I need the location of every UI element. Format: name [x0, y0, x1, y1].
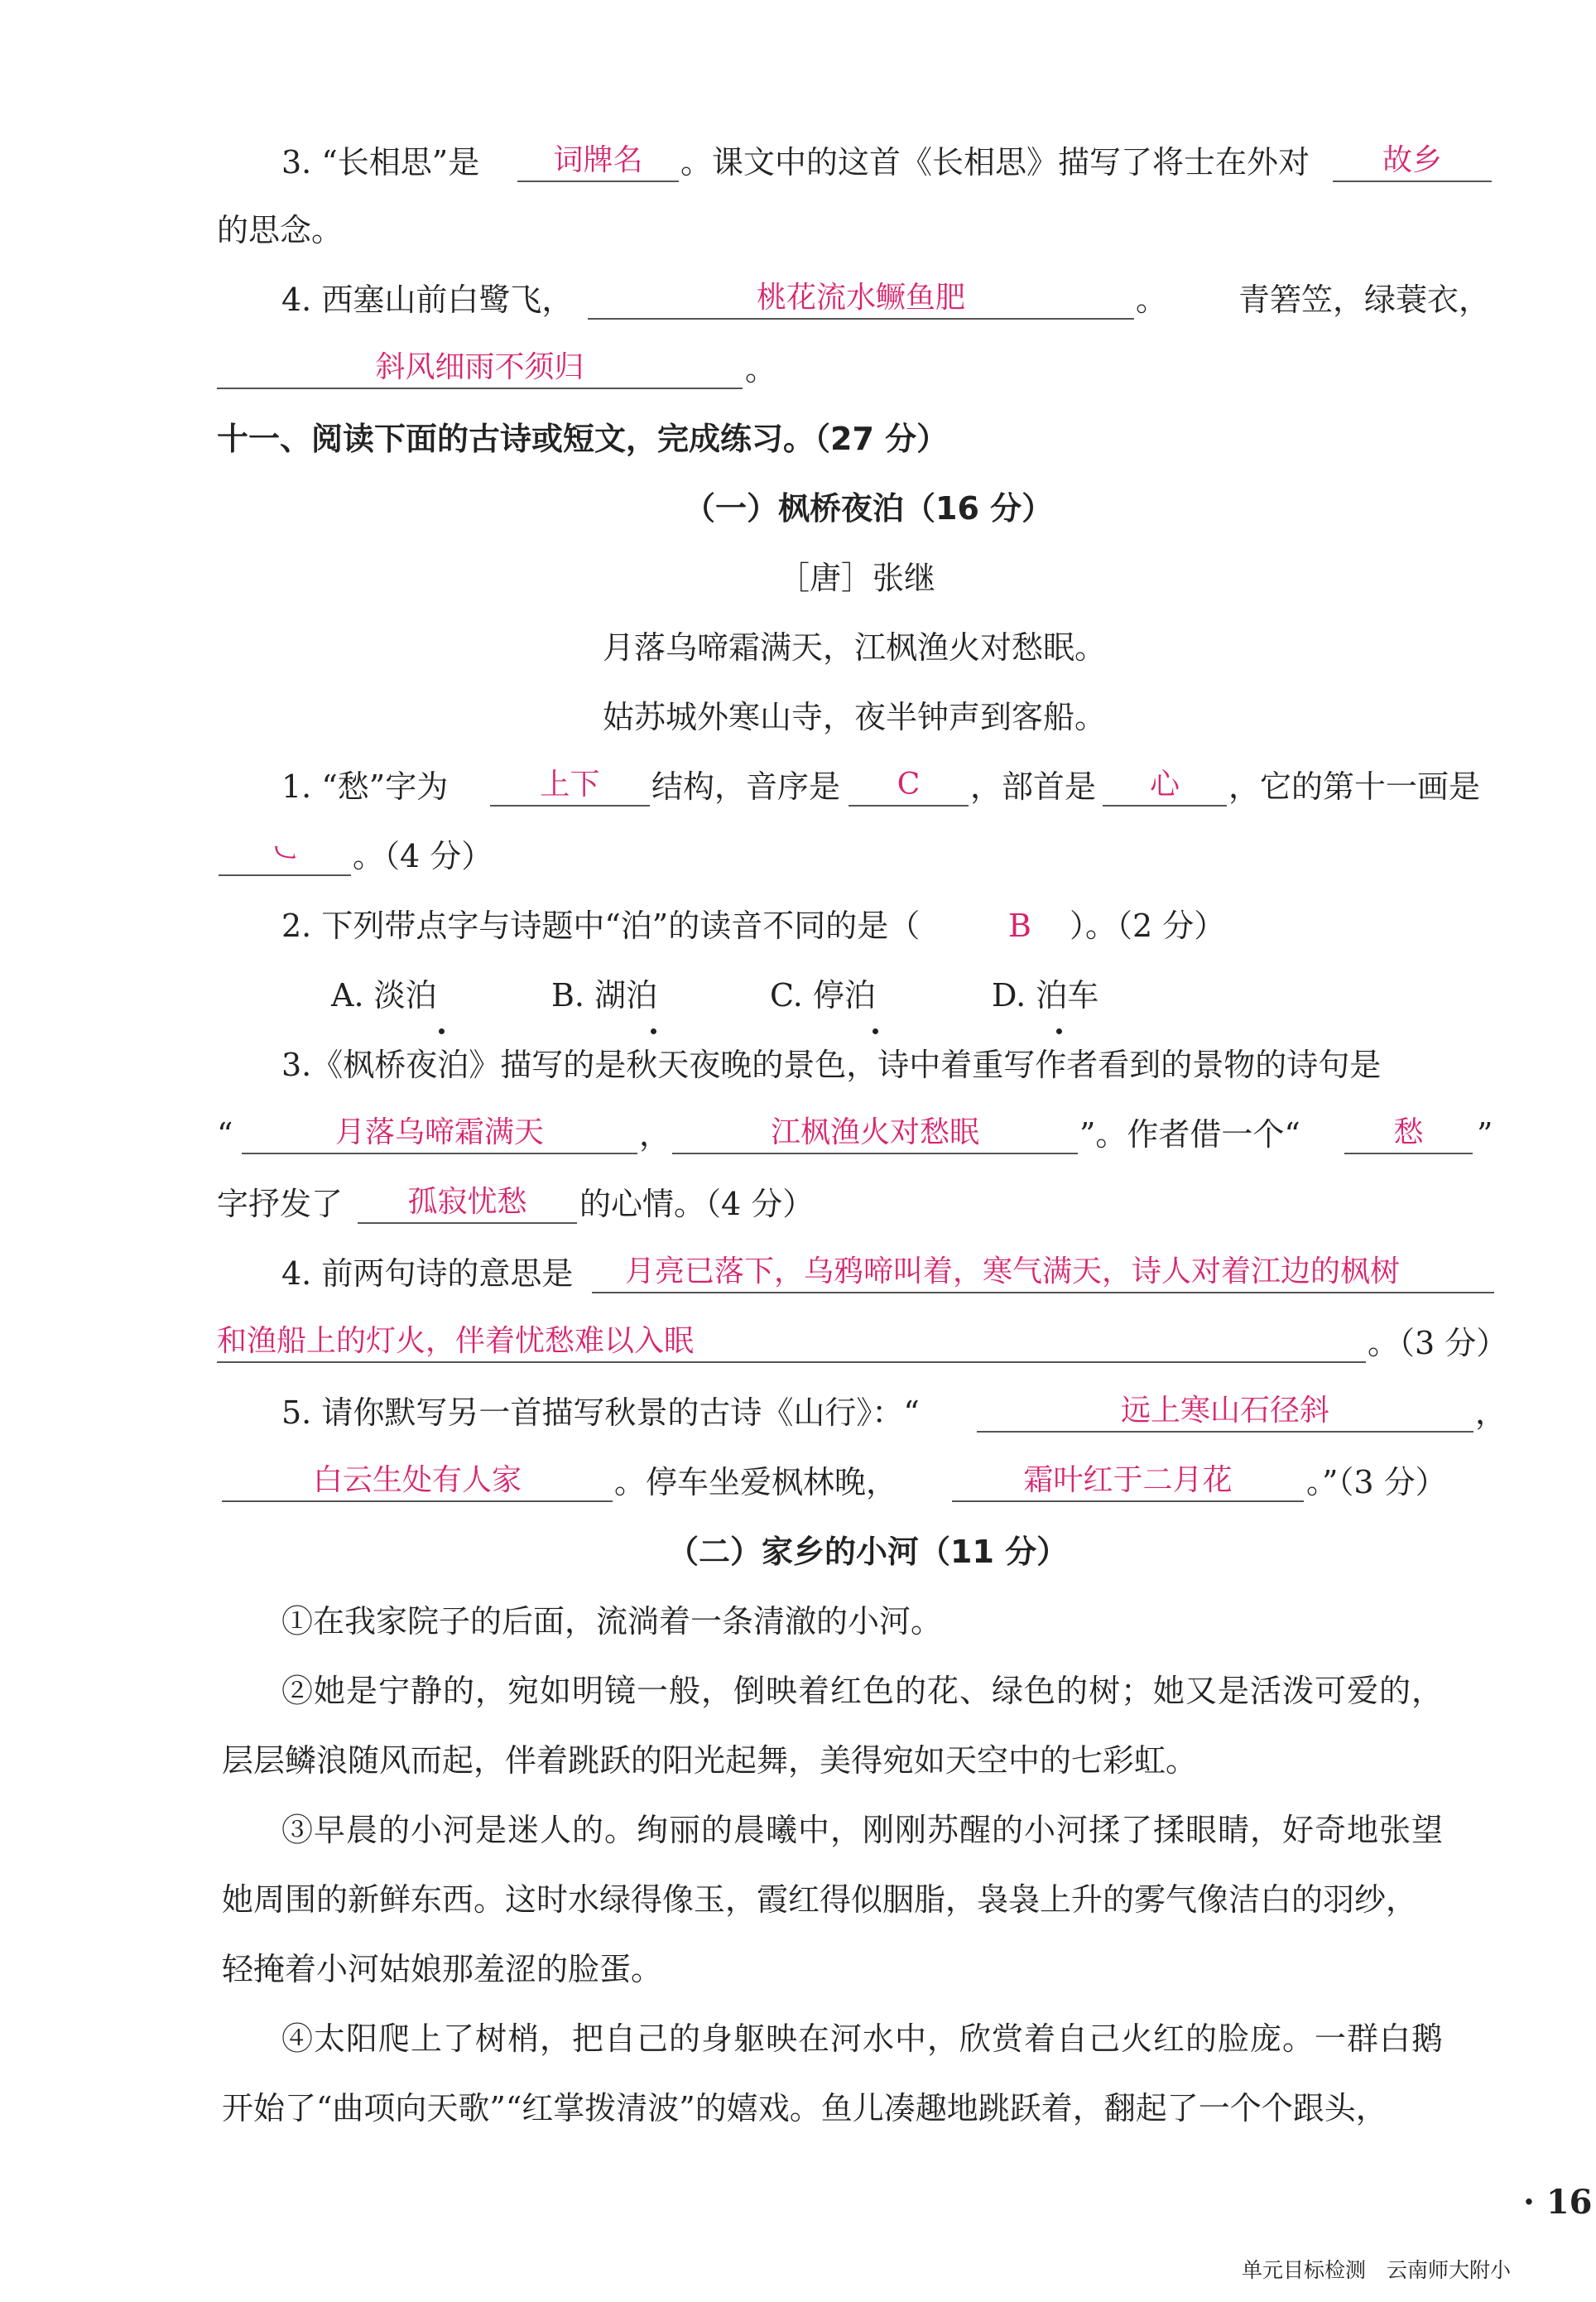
q5-text-e: 。停车坐爱枫林晚， — [614, 1464, 898, 1500]
emphasis-dot — [873, 1028, 878, 1034]
q5-line2 — [0, 1462, 1596, 1520]
q2-options — [0, 975, 1596, 1033]
passage-2-line — [0, 2019, 1596, 2077]
q2-option-a[interactable]: A. 淡泊 — [331, 977, 437, 1014]
q2-text-c: ）。（2 分） — [1070, 908, 1226, 944]
q2-line — [0, 906, 1596, 964]
handwritten-answer: 江枫渔火对愁眠 — [770, 1115, 979, 1149]
handwritten-answer: 月落乌啼霜满天 — [334, 1115, 544, 1149]
passage-2-line — [0, 1949, 1596, 2007]
handwritten-answer: 远上寒山石径斜 — [1120, 1394, 1329, 1428]
passage-2-text: 她周围的新鲜东西。这时水绿得像玉，霞红得似胭脂，袅袅上升的雾气像洁白的羽纱， — [222, 1881, 1418, 1918]
q3-line1 — [0, 1045, 1596, 1103]
q1-line1 — [0, 767, 1596, 825]
q3-text-j: 的心情。（4 分） — [579, 1186, 815, 1222]
q3-text-g: ” — [1477, 1116, 1493, 1153]
answer-blank[interactable] — [217, 1323, 1366, 1363]
q10-item4-line2 — [0, 349, 1596, 407]
answer-blank[interactable] — [358, 1184, 577, 1224]
answer-blank[interactable] — [222, 1462, 613, 1502]
handwritten-answer: 霜叶红于二月花 — [1023, 1463, 1233, 1497]
passage-2-text: ③早晨的小河是迷人的。绚丽的晨曦中，刚刚苏醒的小河揉了揉眼睛，好奇地张望 — [281, 1812, 1445, 1848]
poem-author-line — [0, 558, 1596, 616]
q10-item3-line2 — [0, 210, 1596, 268]
passage-2-line — [0, 1671, 1596, 1729]
handwritten-answer: ㇃ — [269, 837, 300, 871]
passage-2-line — [0, 1810, 1596, 1868]
answer-blank[interactable] — [592, 1254, 1494, 1293]
answer-blank[interactable] — [1103, 767, 1227, 807]
poem-author: ［唐］张继 — [778, 560, 936, 596]
handwritten-answer: C — [897, 768, 921, 802]
answer-blank[interactable] — [217, 349, 743, 389]
q4-text-d: 。（3 分） — [1368, 1325, 1508, 1361]
q10-item4-text-f: 。 — [745, 351, 777, 388]
q10-item4-text-d: 青箬笠，绿蓑衣， — [1238, 282, 1491, 318]
handwritten-answer: 上下 — [540, 768, 600, 802]
q1-line2 — [0, 836, 1596, 894]
poem-line-1 — [0, 628, 1596, 686]
section-11-heading: 十一、阅读下面的古诗或短文，完成练习。（27 分） — [217, 421, 949, 457]
q10-item3-text-a: 3. “长相思”是 — [281, 144, 480, 181]
page-number: · 16 — [1523, 2183, 1593, 2222]
q10-item4-line1 — [0, 280, 1596, 338]
q3-text-a: 3.《枫桥夜泊》描写的是秋天夜晚的景色，诗中着重写作者看到的景物的诗句是 — [281, 1047, 1382, 1083]
answer-blank[interactable] — [672, 1115, 1078, 1154]
q10-item4-text-a: 4. 西塞山前白鹭飞， — [281, 282, 574, 318]
q3-text-h: 字抒发了 — [217, 1186, 344, 1222]
q3-text-c: ， — [639, 1116, 671, 1153]
q2-option-c[interactable]: C. 停泊 — [770, 977, 876, 1014]
q1-text-e: ，部首是 — [970, 768, 1097, 805]
poem-verse-1: 月落乌啼霜满天，江枫渔火对愁眠。 — [603, 629, 1107, 666]
passage-2-text: 轻掩着小河姑娘那羞涩的脸蛋。 — [222, 1951, 663, 1987]
passage-2-line — [0, 2088, 1596, 2146]
passage-2-text: ②她是宁静的，宛如明镜一般，倒映着红色的花、绿色的树；她又是活泼可爱的， — [281, 1673, 1445, 1709]
q5-text-g: 。”（3 分） — [1306, 1464, 1447, 1500]
passage-2-text: 层层鳞浪随风而起，伴着跳跃的阳光起舞，美得宛如天空中的七彩虹。 — [222, 1742, 1198, 1779]
passage-2-text: ④太阳爬上了树梢，把自己的身躯映在河水中，欣赏着自己火红的脸庞。一群白鹅 — [281, 2020, 1445, 2057]
footer-text: 单元目标检测 云南师大附小 — [1242, 2258, 1512, 2282]
q5-line1 — [0, 1393, 1596, 1451]
q2-option-d[interactable]: D. 泊车 — [992, 977, 1099, 1014]
passage-2-text: 开始了“曲项向天歌”“红掌拨清波”的嬉戏。鱼儿凑趣地跳跃着，翻起了一个个跟头， — [222, 2090, 1387, 2126]
q5-text-a: 5. 请你默写另一首描写秋景的古诗《山行》：“ — [281, 1394, 920, 1431]
answer-blank[interactable] — [848, 767, 969, 807]
answer-blank[interactable] — [1344, 1115, 1473, 1154]
handwritten-answer: 斜风细雨不须归 — [375, 350, 584, 384]
q10-item3-text-c: 。课文中的这首《长相思》描写了将士在外对 — [680, 144, 1310, 181]
poem-verse-2: 姑苏城外寒山寺，夜半钟声到客船。 — [603, 699, 1107, 735]
q3-line3 — [0, 1184, 1596, 1242]
answer-blank[interactable] — [977, 1393, 1473, 1433]
q10-item4-text-c: 。 — [1136, 282, 1168, 318]
q3-open-quote: “ — [217, 1116, 233, 1153]
emphasis-dot — [651, 1028, 656, 1034]
q10-item3-line1 — [0, 142, 1596, 200]
q1-text-i: 。（4 分） — [353, 838, 493, 874]
answer-blank[interactable] — [952, 1462, 1304, 1502]
q4-line2 — [0, 1323, 1596, 1381]
q3-text-e: ”。作者借一个“ — [1079, 1116, 1300, 1153]
passage-2-title-line — [0, 1532, 1596, 1590]
answer-blank[interactable] — [490, 767, 650, 807]
handwritten-answer: 和渔船上的灯火，伴着忧愁难以入眠 — [217, 1324, 695, 1358]
poem-title: （一）枫桥夜泊（16 分） — [684, 490, 1054, 527]
handwritten-answer: 孤寂忧愁 — [407, 1185, 527, 1219]
passage-2-line — [0, 1741, 1596, 1799]
emphasis-dot — [439, 1028, 445, 1034]
q5-text-c: ， — [1475, 1394, 1507, 1431]
poem-title-line — [0, 489, 1596, 547]
handwritten-answer: 月亮已落下，乌鸦啼叫着，寒气满天，诗人对着江边的枫树 — [625, 1255, 1401, 1288]
answer-blank[interactable] — [242, 1115, 637, 1154]
q10-item3-text-e: 的思念。 — [217, 212, 344, 248]
q4-text-a: 4. 前两句诗的意思是 — [281, 1255, 574, 1292]
answer-blank[interactable] — [219, 836, 351, 876]
handwritten-answer: 词牌名 — [553, 143, 643, 177]
handwritten-answer: 愁 — [1393, 1115, 1424, 1149]
q1-text-c: 结构，音序是 — [651, 768, 841, 805]
q3-line2 — [0, 1115, 1596, 1173]
answer-blank[interactable] — [588, 280, 1134, 320]
handwritten-answer: 桃花流水鳜鱼肥 — [756, 281, 965, 315]
q1-text-g: ，它的第十一画是 — [1228, 768, 1481, 805]
handwritten-answer: 心 — [1149, 768, 1180, 802]
passage-2-line — [0, 1601, 1596, 1659]
q4-line1 — [0, 1254, 1596, 1312]
q2-text-a: 2. 下列带点字与诗题中“泊”的读音不同的是（ — [281, 908, 921, 944]
passage-2-text: ①在我家院子的后面，流淌着一条清澈的小河。 — [281, 1603, 943, 1640]
q1-text-a: 1. “愁”字为 — [281, 768, 449, 805]
passage-2-line — [0, 1880, 1596, 1938]
section-11-heading-line — [0, 419, 1596, 477]
answer-blank[interactable] — [517, 142, 679, 182]
handwritten-answer: 故乡 — [1382, 143, 1442, 177]
answer-blank[interactable] — [1333, 142, 1492, 182]
passage-2-title: （二）家乡的小河（11 分） — [667, 1534, 1069, 1570]
q2-answer: B — [1008, 908, 1031, 944]
emphasis-dot — [1056, 1028, 1062, 1034]
poem-line-2 — [0, 697, 1596, 755]
handwritten-answer: 白云生处有人家 — [312, 1463, 522, 1497]
q2-option-b[interactable]: B. 湖泊 — [551, 977, 658, 1014]
